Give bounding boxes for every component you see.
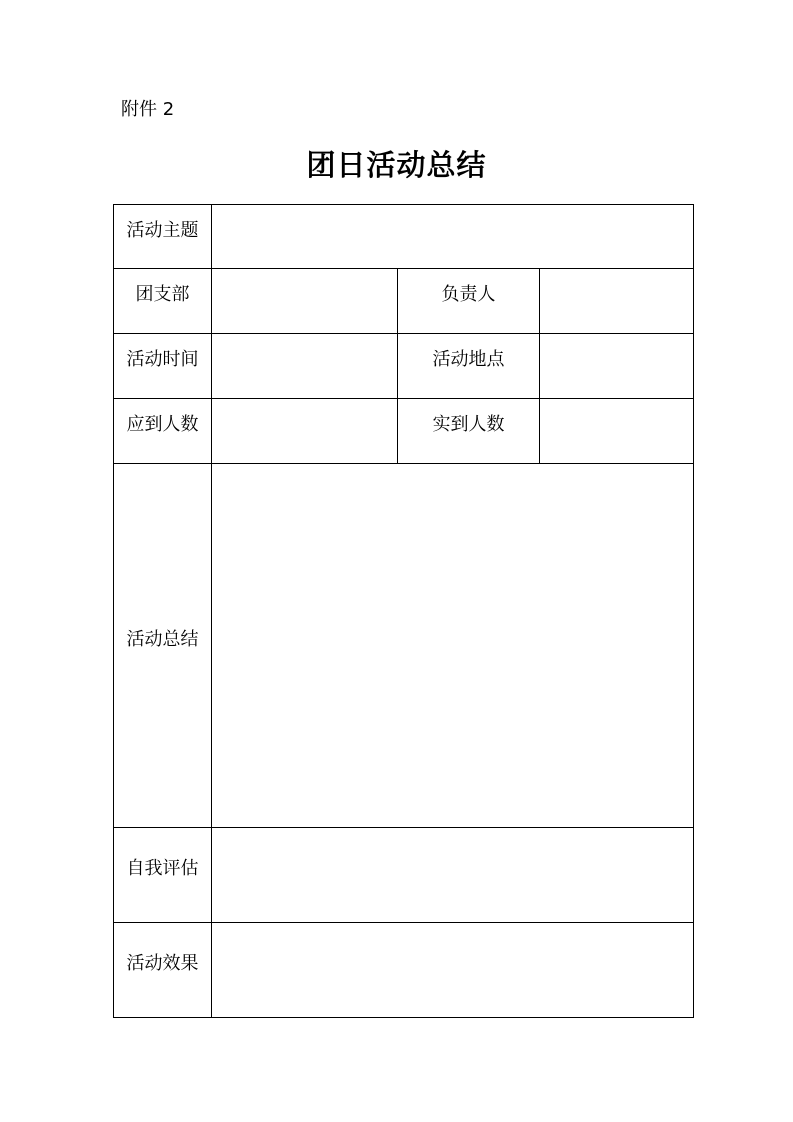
expected-count-label: 应到人数 [114,399,212,464]
effect-label: 活动效果 [114,923,212,1018]
form-row-effect [114,923,694,1018]
form-row-attendance [114,399,694,464]
effect-value-cell [212,923,694,1018]
self-evaluation-value-cell [212,828,694,923]
leader-value-cell [540,269,694,334]
time-value-cell [212,334,398,399]
branch-label: 团支部 [114,269,212,334]
leader-label: 负责人 [398,269,540,334]
place-label: 活动地点 [398,334,540,399]
form-row-branch [114,269,694,334]
theme-label: 活动主题 [114,205,212,269]
page-title: 团日活动总结 [306,148,487,182]
theme-value-cell [212,205,694,269]
self-evaluation-label: 自我评估 [114,828,212,923]
time-label: 活动时间 [114,334,212,399]
activity-summary-form [113,204,694,1018]
form-row-theme [114,205,694,269]
expected-count-value-cell [212,399,398,464]
attachment-label: 附件 2 [121,99,175,120]
branch-value-cell [212,269,398,334]
actual-count-label: 实到人数 [398,399,540,464]
form-row-self-evaluation [114,828,694,923]
form-row-time-place [114,334,694,399]
summary-value-cell [212,464,694,828]
summary-label: 活动总结 [114,464,212,828]
place-value-cell [540,334,694,399]
actual-count-value-cell [540,399,694,464]
form-row-summary [114,464,694,828]
